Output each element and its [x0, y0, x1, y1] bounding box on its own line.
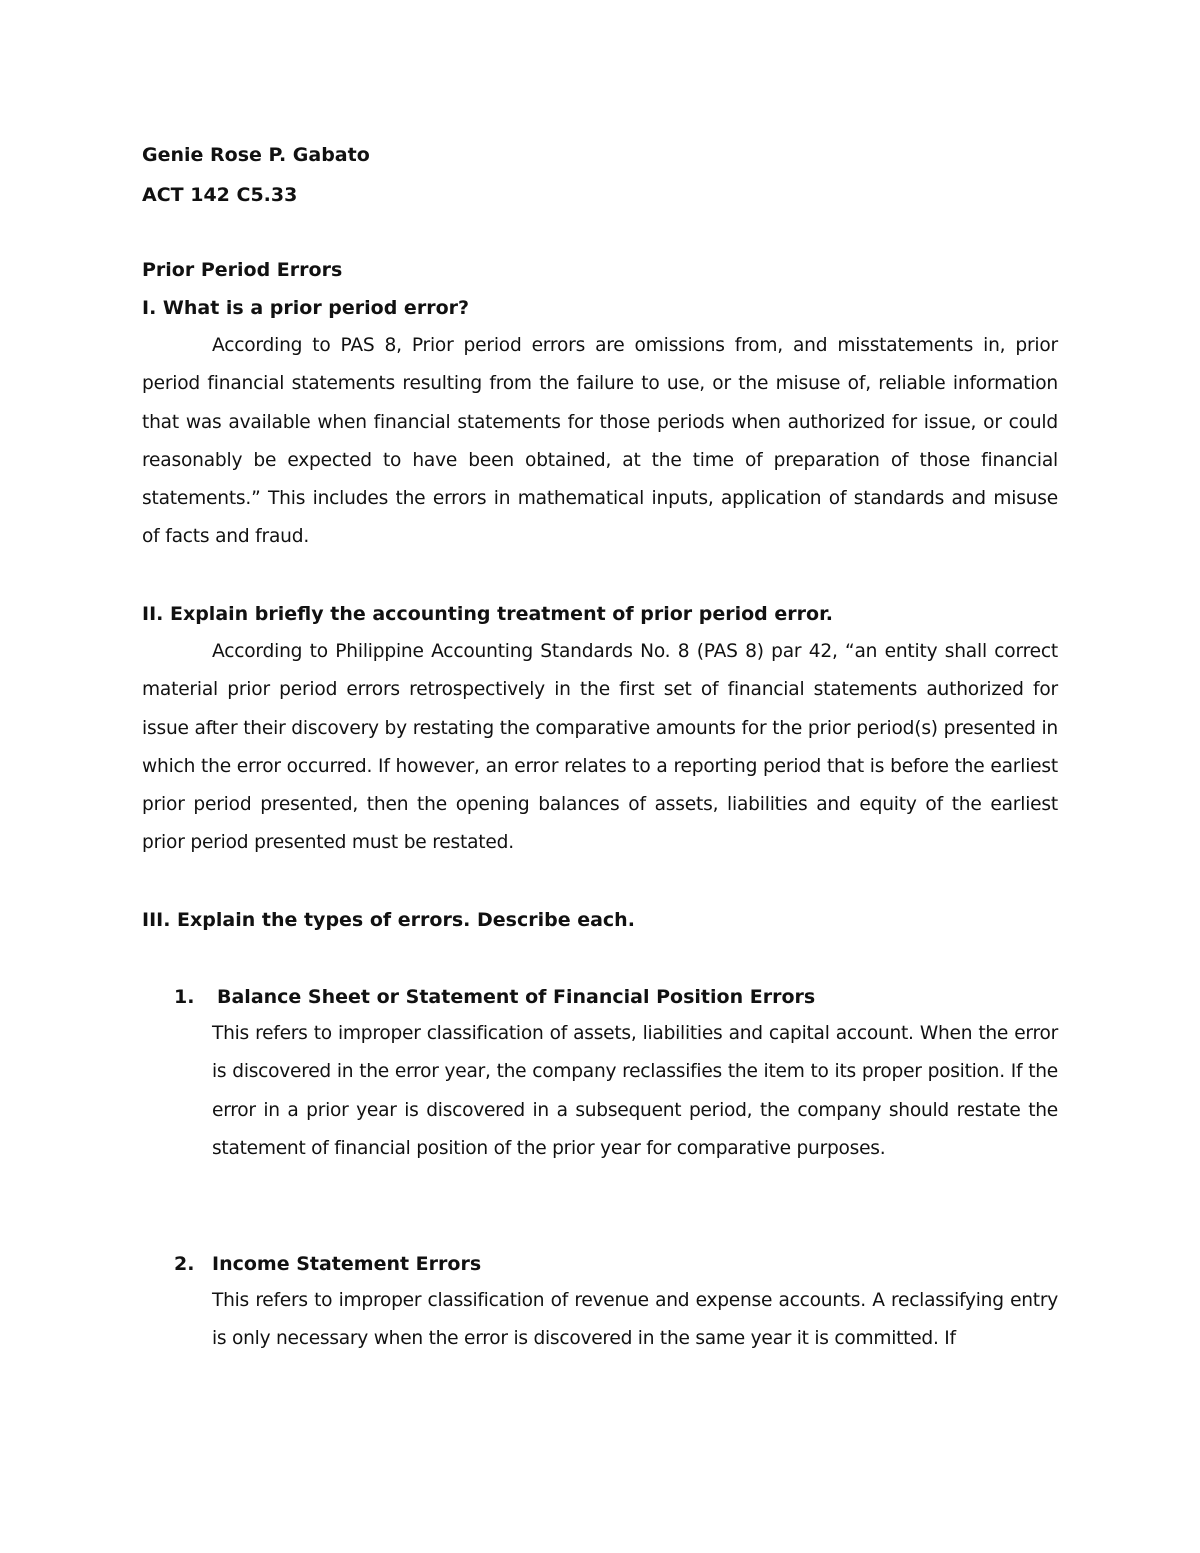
section-3-heading: III. Explain the types of errors. Describe each. — [142, 909, 635, 931]
document-title: Prior Period Errors — [142, 259, 343, 281]
list-item-body: This refers to improper classification of assets, liabilities and capital account. When the error is discovered in the error year, the company reclassifies the item to its proper position. If the error in a prior year is discovered in a subsequent period, the company should restate the statement of financial position of the prior year for comparative purposes. — [212, 1023, 1058, 1159]
section-1-heading: I. What is a prior period error? — [142, 297, 470, 319]
course-code: ACT 142 C5.33 — [142, 184, 298, 206]
list-item-number: 1. — [174, 986, 195, 1008]
list-item-title: Balance Sheet or Statement of Financial Position Errors — [217, 986, 816, 1008]
list-item-body: This refers to improper classification of revenue and expense accounts. A reclassifying entry is only necessary when the error is discovered in the same year it is committed. If — [212, 1290, 1058, 1350]
section-2-heading: II. Explain briefly the accounting treatment of prior period error. — [142, 603, 833, 625]
section-2-body: According to Philippine Accounting Standards No. 8 (PAS 8) par 42, “an entity shall correct material prior period errors retrospectively in the first set of financial statements authorized for issue after their discovery by restating the comparative amounts for the prior period(s) presented in which the error occurred. If however, an error relates to a reporting period that is before the earliest prior period presented, then the opening balances of assets, liabilities and equity of the earliest prior period presented must be restated. — [142, 641, 1058, 854]
list-item-number: 2. — [174, 1253, 195, 1275]
author-name: Genie Rose P. Gabato — [142, 144, 370, 166]
section-1-body: According to PAS 8, Prior period errors are omissions from, and misstatements in, prior period financial statements resulting from the failure to use, or the misuse of, reliable information that was available when financial statements for those periods when authorized for issue, or could reasonably be expected to have been obtained, at the time of preparation of those financial statements.” This includes the errors in mathematical inputs, application of standards and misuse of facts and fraud. — [142, 335, 1058, 548]
list-item-title: Income Statement Errors — [212, 1253, 482, 1275]
